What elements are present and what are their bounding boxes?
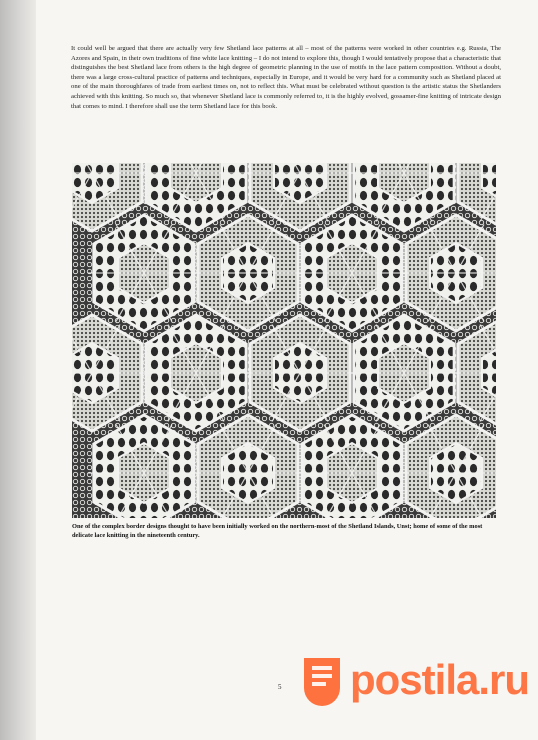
figure-caption: One of the complex border designs thought to have been initially worked on the northern-most of the Shetland Islands, Unst; home of some of the most delicate lace knitting in the nineteenth century. <box>72 523 483 539</box>
postila-logo-icon <box>300 654 344 708</box>
page-number: 5 <box>278 683 282 691</box>
watermark-text: postila.ru <box>350 656 530 703</box>
postila-watermark <box>300 650 532 714</box>
lace-photograph <box>72 163 496 518</box>
lace-pattern-image <box>72 163 496 518</box>
book-gutter-shadow <box>0 0 36 740</box>
body-paragraph: It could well be argued that there are actually very few Shetland lace patterns at all – most of the patterns were worked in other countries e.g. Russia, The Azores and Spain, in their own traditions of fine white lace knitting – I do not intend to explore this, though I would tentatively propose that a characteristic that distinguishes the best Shetland lace from others is the high degree of geometric planning in the use of motifs in the lace pattern composition. Without a doubt, there was a large cross-cultural practice of patterns and techniques, especially in Europe, and it would be very hard for a community such as Shetland placed at one of the main thoroughfares of trade from earliest times on, not to reflect this. What must be celebrated without question is the artistic status the Shetlanders achieved with this knitting. So much so, that whenever Shetland lace is commonly referred to, it is the highly evolved, gossamer-fine knitting of intricate design that comes to mind. I therefore shall use the term Shetland lace for this book. <box>71 45 501 110</box>
